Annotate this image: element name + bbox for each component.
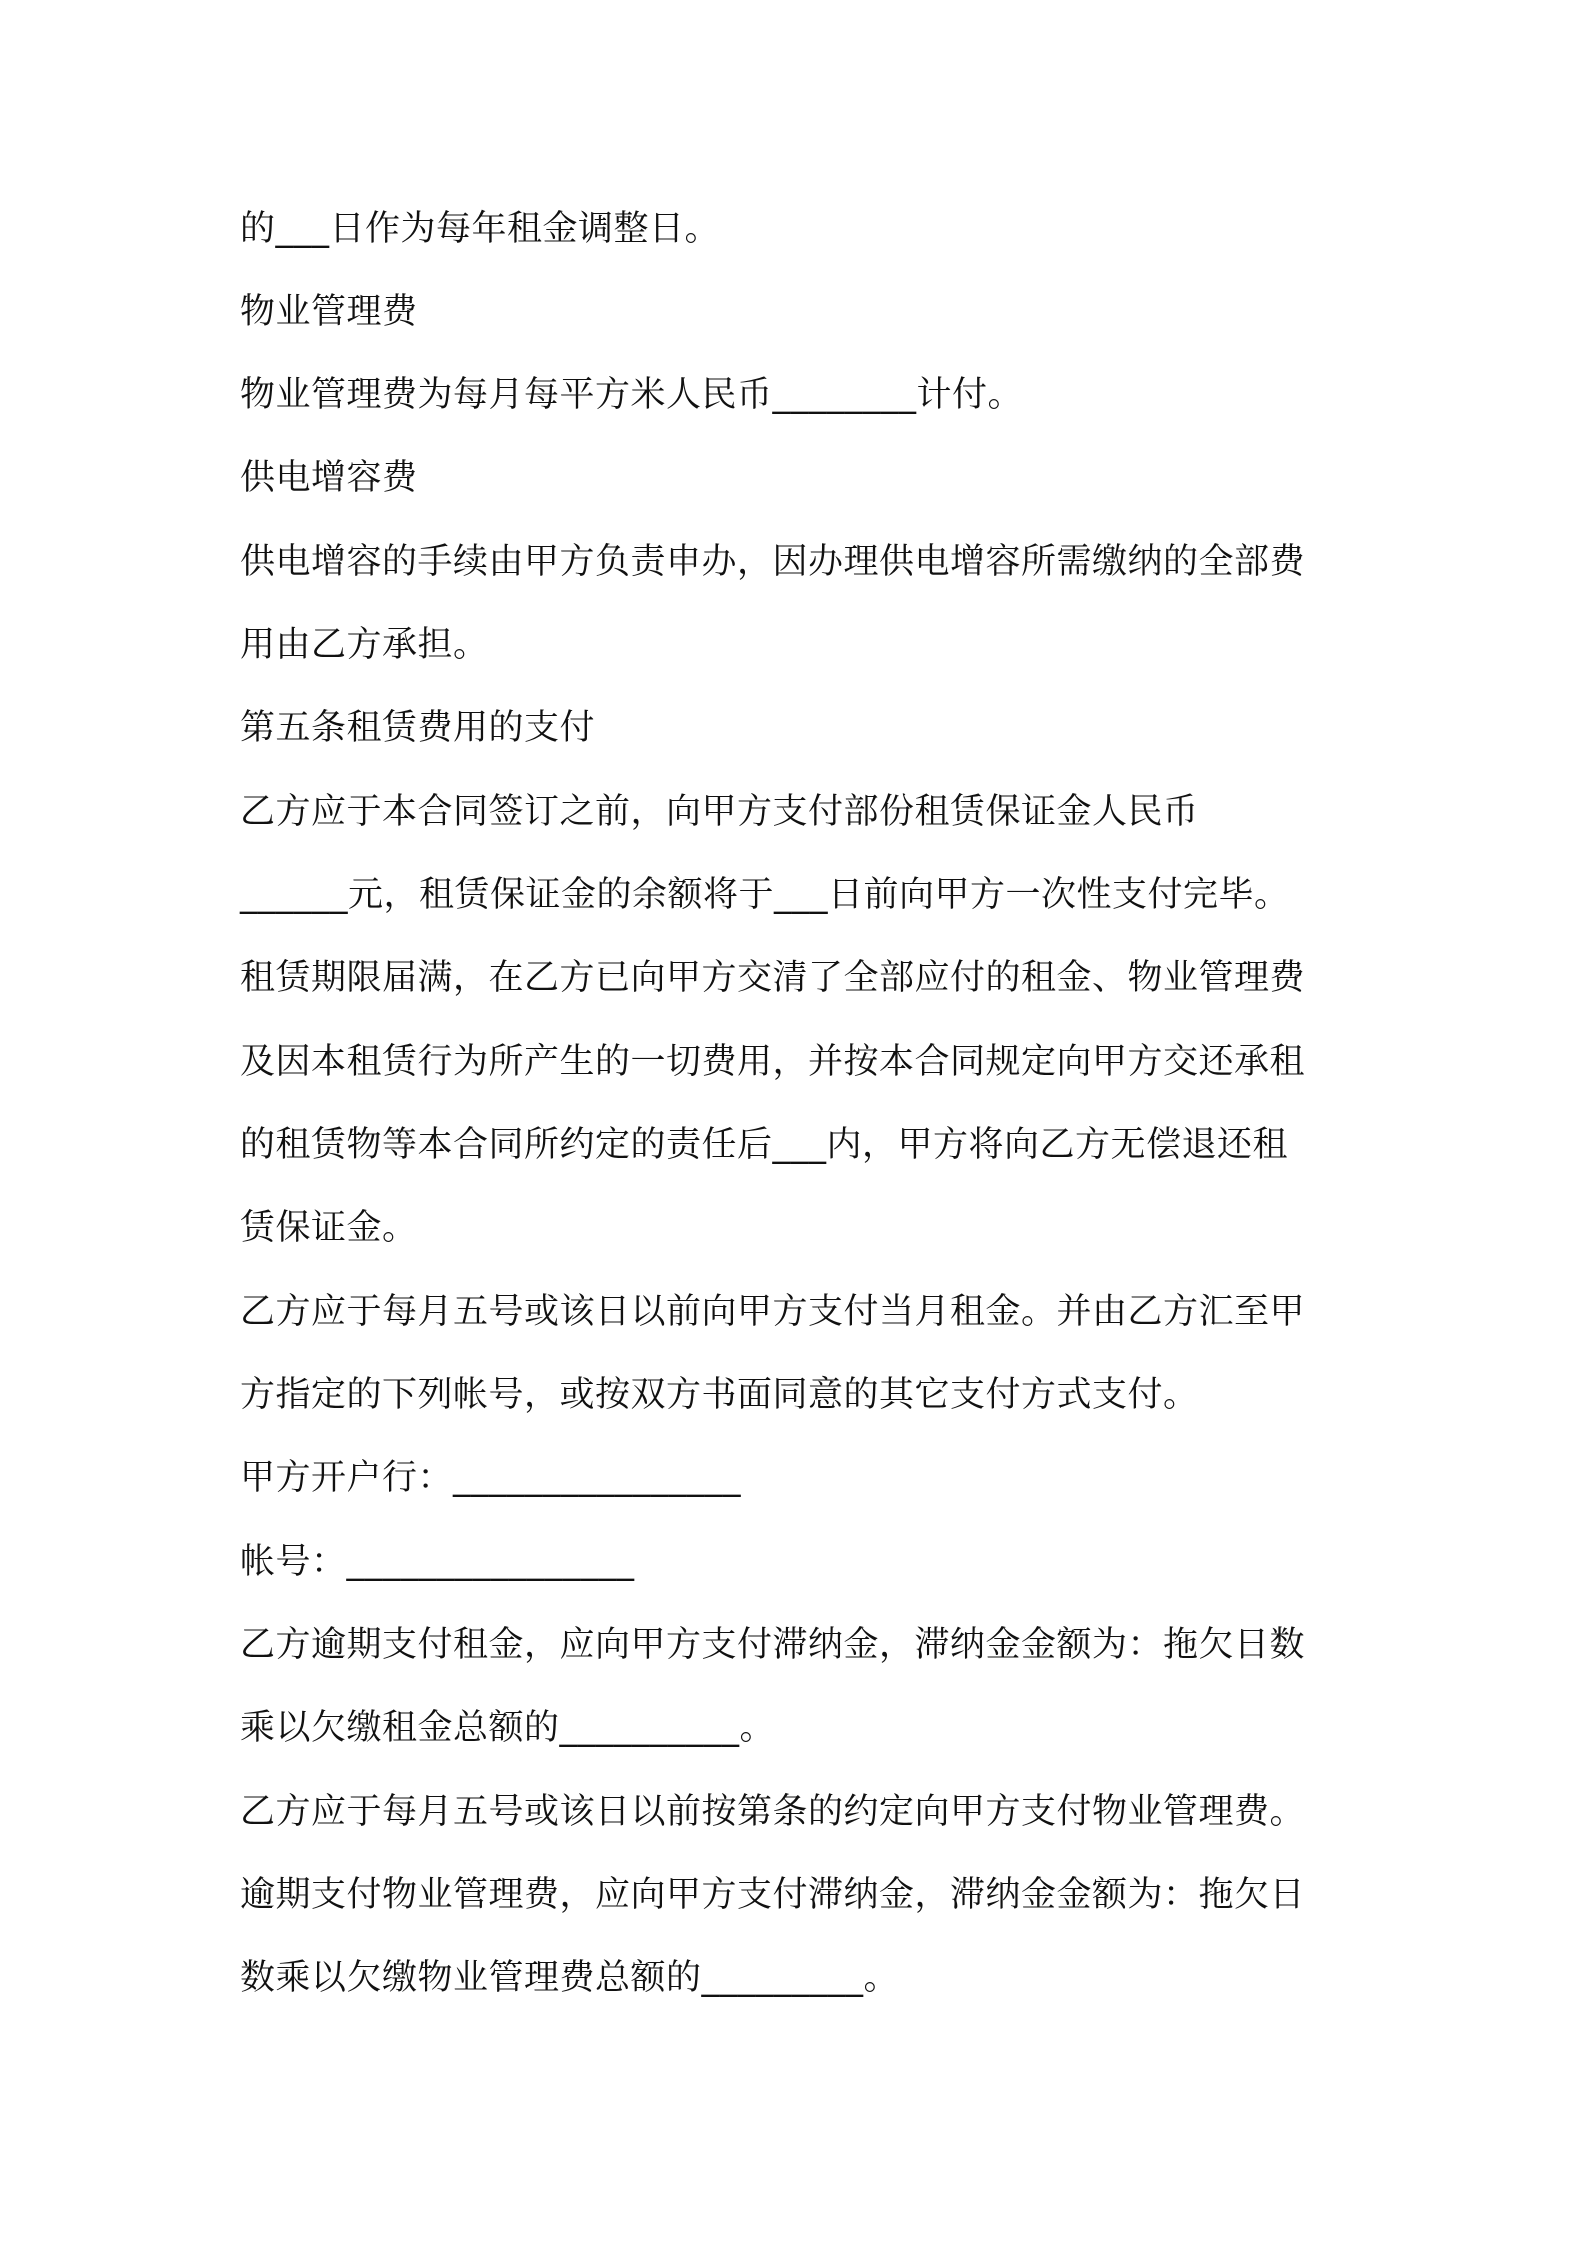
text-line: 数乘以欠缴物业管理费总额的_________。: [240, 1958, 900, 1998]
text-line: 的租赁物等本合同所约定的责任后___内，甲方将向乙方无偿退还租: [240, 1125, 1289, 1165]
section-heading: 物业管理费: [240, 292, 418, 332]
text-line: 租赁期限届满，在乙方已向甲方交清了全部应付的租金、物业管理费: [240, 958, 1306, 998]
text-line: 逾期支付物业管理费，应向甲方支付滞纳金，滞纳金金额为：拖欠日: [240, 1875, 1306, 1915]
text-line: 及因本租赁行为所产生的一切费用，并按本合同规定向甲方交还承租: [240, 1042, 1306, 1082]
text-line: 乙方逾期支付租金，应向甲方支付滞纳金，滞纳金金额为：拖欠日数: [240, 1625, 1306, 1665]
bank-field: 甲方开户行：________________: [240, 1458, 742, 1498]
text-line: 物业管理费为每月每平方米人民币________计付。: [240, 375, 1024, 415]
text-line: 乘以欠缴租金总额的__________。: [240, 1708, 776, 1748]
text-line: 用由乙方承担。: [240, 625, 489, 665]
text-line: ______元，租赁保证金的余额将于___日前向甲方一次性支付完毕。: [240, 875, 1290, 915]
section-heading: 供电增容费: [240, 458, 418, 498]
text-line: 乙方应于本合同签订之前，向甲方支付部份租赁保证金人民币: [240, 792, 1199, 832]
text-line: 方指定的下列帐号，或按双方书面同意的其它支付方式支付。: [240, 1375, 1199, 1415]
text-line: 赁保证金。: [240, 1208, 418, 1248]
text-line: 的___日作为每年租金调整日。: [240, 209, 721, 249]
section-heading: 第五条租赁费用的支付: [240, 708, 596, 748]
text-line: 乙方应于每月五号或该日以前按第条的约定向甲方支付物业管理费。: [240, 1792, 1306, 1832]
account-field: 帐号：________________: [240, 1542, 635, 1582]
text-line: 供电增容的手续由甲方负责申办，因办理供电增容所需缴纳的全部费: [240, 542, 1306, 582]
text-line: 乙方应于每月五号或该日以前向甲方支付当月租金。并由乙方汇至甲: [240, 1292, 1306, 1332]
